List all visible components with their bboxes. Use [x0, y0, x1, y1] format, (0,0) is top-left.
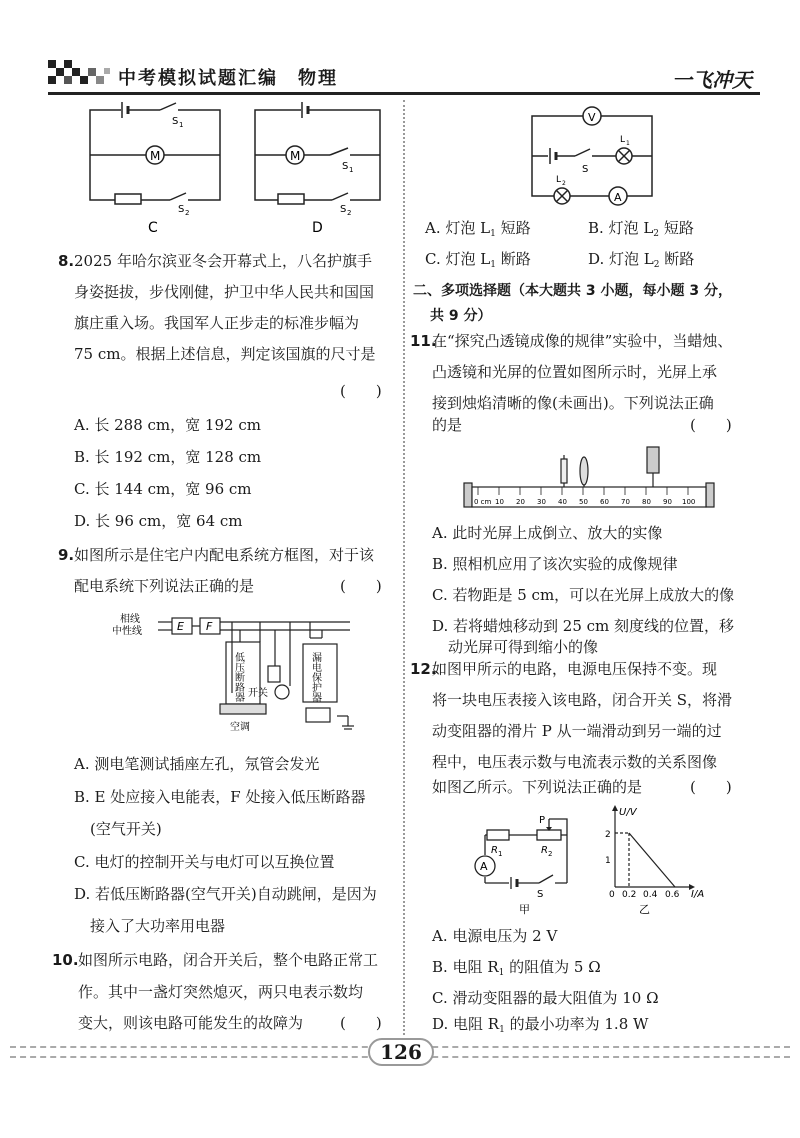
ruler-tick-30: 30 [537, 498, 546, 506]
q11-line: 的是 [432, 416, 463, 434]
svg-text:1: 1 [179, 121, 184, 129]
q10-circuit-figure [520, 100, 670, 210]
q10-option-d: D. 灯泡 $L_2$ 断路 [588, 250, 695, 270]
ammeter-label: A [614, 191, 622, 204]
q11-answer-paren: ( ) [690, 416, 732, 434]
q11-line: 在“探究凸透镜成像的规律”实验中，当蜡烛、 [432, 332, 733, 350]
section2-title-cont: 共 9 分） [430, 308, 492, 324]
header-title: 中考模拟试题汇编 物理 [118, 68, 338, 89]
svg-text:1: 1 [349, 166, 354, 174]
q12-y1-label: 1 [605, 856, 611, 866]
q12-option-d: D. 电阻 $R_1$ 的最小功率为 1.8 W [432, 1015, 649, 1035]
q9-number: 9. [58, 546, 75, 564]
circuit-c-d-figure [60, 100, 400, 240]
q12-x04-label: 0.4 [643, 890, 658, 900]
q12-ammeter-label: A [480, 860, 488, 873]
e-label: E [177, 620, 184, 633]
q8-line: 旗庄重入场。我国军人正步走的标准步幅为 [74, 314, 360, 332]
page-number-badge [368, 1038, 434, 1066]
q8-option-c: C. 长 144 cm，宽 96 cm [74, 480, 252, 498]
ruler-tick-50: 50 [579, 498, 588, 506]
aircon-label: 空调 [230, 722, 250, 733]
q12-circuit-jia [475, 819, 567, 889]
q12-option-b: B. 电阻 $R_1$ 的阻值为 5 Ω [432, 958, 601, 978]
q12-x06-label: 0.6 [665, 890, 680, 900]
q12-option-a: A. 电源电压为 2 V [432, 927, 558, 945]
switch-s-label: S [582, 164, 589, 175]
q12-r1-label: R [491, 845, 498, 856]
q9-line: 如图所示是住宅户内配电系统方框图，对于该 [74, 546, 375, 564]
q9-option-b: B. E 处应接入电能表，F 处接入低压断路器 [74, 788, 366, 806]
q8-line: 2025 年哈尔滨亚冬会开幕式上，八名护旗手 [74, 252, 372, 270]
ruler-tick-40: 40 [558, 498, 567, 506]
ruler-tick-90: 90 [663, 498, 672, 506]
q12-option-c: C. 滑动变阻器的最大阻值为 10 Ω [432, 989, 659, 1007]
section2-title: 二、多项选择题（本大题共 3 小题，每小题 3 分， [413, 283, 732, 299]
q10-answer-paren: ( ) [340, 1014, 382, 1032]
ruler-tick-70: 70 [621, 498, 630, 506]
q12-graph-yi [615, 809, 691, 887]
svg-text:1: 1 [626, 140, 630, 147]
q8-answer-paren: ( ) [340, 382, 382, 400]
q9-answer-paren: ( ) [340, 577, 382, 595]
svg-text:2: 2 [562, 180, 566, 187]
svg-text:2: 2 [185, 209, 190, 217]
l2-label: L [556, 175, 562, 185]
q12-x0-label: 0 [609, 890, 615, 900]
q8-option-b: B. 长 192 cm，宽 128 cm [74, 448, 262, 466]
q9-line: 配电系统下列说法正确的是 [74, 577, 255, 595]
q11-line: 凸透镜和光屏的位置如图所示时，光屏上承 [432, 363, 718, 381]
q8-option-a: A. 长 288 cm，宽 192 cm [74, 416, 261, 434]
q12-number: 12. [410, 660, 437, 678]
s2-label-c: S [178, 204, 185, 215]
ruler-tick-10: 10 [495, 498, 504, 506]
q12-yi-label: 乙 [639, 903, 650, 916]
q11-option-c: C. 若物距是 5 cm，可以在光屏上成放大的像 [432, 586, 735, 604]
q10-option-c: C. 灯泡 $L_1$ 断路 [425, 250, 531, 270]
optical-bench-figure [460, 445, 720, 515]
q10-line: 如图所示电路，闭合开关后，整个电路正常工 [78, 951, 379, 969]
header [0, 0, 800, 100]
q12-r2-label: R [541, 845, 548, 856]
q9-option-d: D. 若低压断路器(空气开关)自动跳闸，是因为 [74, 885, 377, 903]
q12-line: 将一块电压表接入该电路，闭合开关 S，将滑 [432, 691, 733, 709]
q12-line: 程中，电压表示数与电流表示数的关系图像 [432, 753, 718, 771]
q11-option-a: A. 此时光屏上成倒立、放大的实像 [432, 524, 663, 542]
q12-line: 如图乙所示。下列说法正确的是 [432, 778, 643, 796]
q9-option-b-cont: (空气开关) [90, 820, 162, 838]
svg-text:2: 2 [347, 209, 352, 217]
q8-option-d: D. 长 96 cm，宽 64 cm [74, 512, 243, 530]
q9-option-a: A. 测电笔测试插座左孔，氖管会发光 [74, 755, 320, 773]
q12-y2-label: 2 [605, 830, 611, 840]
distribution-diagram [110, 608, 360, 738]
motor-label-c: M [150, 149, 161, 163]
neutral-label: 中性线 [112, 626, 142, 637]
q11-option-d-cont: 动光屏可得到缩小的像 [448, 638, 599, 656]
switch-label: 开关 [248, 688, 268, 699]
q12-uv-label: U/V [619, 807, 637, 818]
leak-label: 漏电保护器 [309, 652, 321, 702]
header-rule [48, 92, 760, 95]
f-label: F [206, 620, 213, 633]
q10-line: 作。其中一盏灯突然熄灭，两只电表示数均 [78, 983, 364, 1001]
figure-c-label: C [148, 220, 158, 236]
q12-answer-paren: ( ) [690, 778, 732, 796]
q12-p-label: P [539, 815, 546, 826]
circuit-d [255, 110, 380, 200]
ruler-tick-60: 60 [600, 498, 609, 506]
column-divider [403, 100, 405, 1035]
ruler-tick-0: 0 cm [474, 498, 492, 506]
phase-label: 相线 [120, 614, 140, 625]
svg-text:2: 2 [548, 850, 553, 858]
q8-line: 身姿挺拔，步伐刚健，护卫中华人民共和国国 [74, 283, 375, 301]
q8-line: 75 cm。根据上述信息，判定该国旗的尺寸是 [74, 345, 376, 363]
q12-s-label: S [537, 889, 544, 900]
q11-option-d: D. 若将蜡烛移动到 25 cm 刻度线的位置，移 [432, 617, 735, 635]
q12-jia-label: 甲 [519, 903, 530, 916]
s1-label-c: S [172, 116, 179, 127]
q12-line: 如图甲所示的电路，电源电压保持不变。现 [432, 660, 718, 678]
s1-label-d: S [342, 161, 349, 172]
svg-text:1: 1 [498, 850, 503, 858]
q11-option-b: B. 照相机应用了该次实验的成像规律 [432, 555, 678, 573]
figure-d-label: D [312, 220, 323, 236]
q10-option-b: B. 灯泡 $L_2$ 短路 [588, 219, 694, 239]
ruler-tick-20: 20 [516, 498, 525, 506]
l1-label: L [620, 135, 626, 145]
q12-ia-label: I/A [691, 889, 705, 900]
q10-number: 10. [52, 951, 79, 969]
s2-label-d: S [340, 204, 347, 215]
q11-line: 接到烛焰清晰的像(未画出)。下列说法正确 [432, 394, 714, 412]
q9-option-c: C. 电灯的控制开关与电灯可以互换位置 [74, 853, 335, 871]
breaker-label: 低压断路器 [232, 652, 244, 702]
q12-figure [455, 805, 715, 920]
page-number: 126 [380, 1040, 422, 1064]
q11-number: 11. [410, 332, 437, 350]
q12-line: 动变阻器的滑片 P 从一端滑动到另一端的过 [432, 722, 722, 740]
q10-line: 变大，则该电路可能发生的故障为 [78, 1014, 304, 1032]
motor-label-d: M [290, 149, 301, 163]
header-checker-logo [48, 60, 112, 90]
header-brand: 一飞冲天 [672, 68, 752, 92]
ruler-tick-80: 80 [642, 498, 651, 506]
q9-option-d-cont: 接入了大功率用电器 [90, 917, 226, 935]
q8-number: 8. [58, 252, 75, 270]
q10-option-a: A. 灯泡 $L_1$ 短路 [425, 219, 531, 239]
voltmeter-label: V [588, 111, 596, 124]
q12-x02-label: 0.2 [622, 890, 637, 900]
ruler-tick-100: 100 [682, 498, 696, 506]
